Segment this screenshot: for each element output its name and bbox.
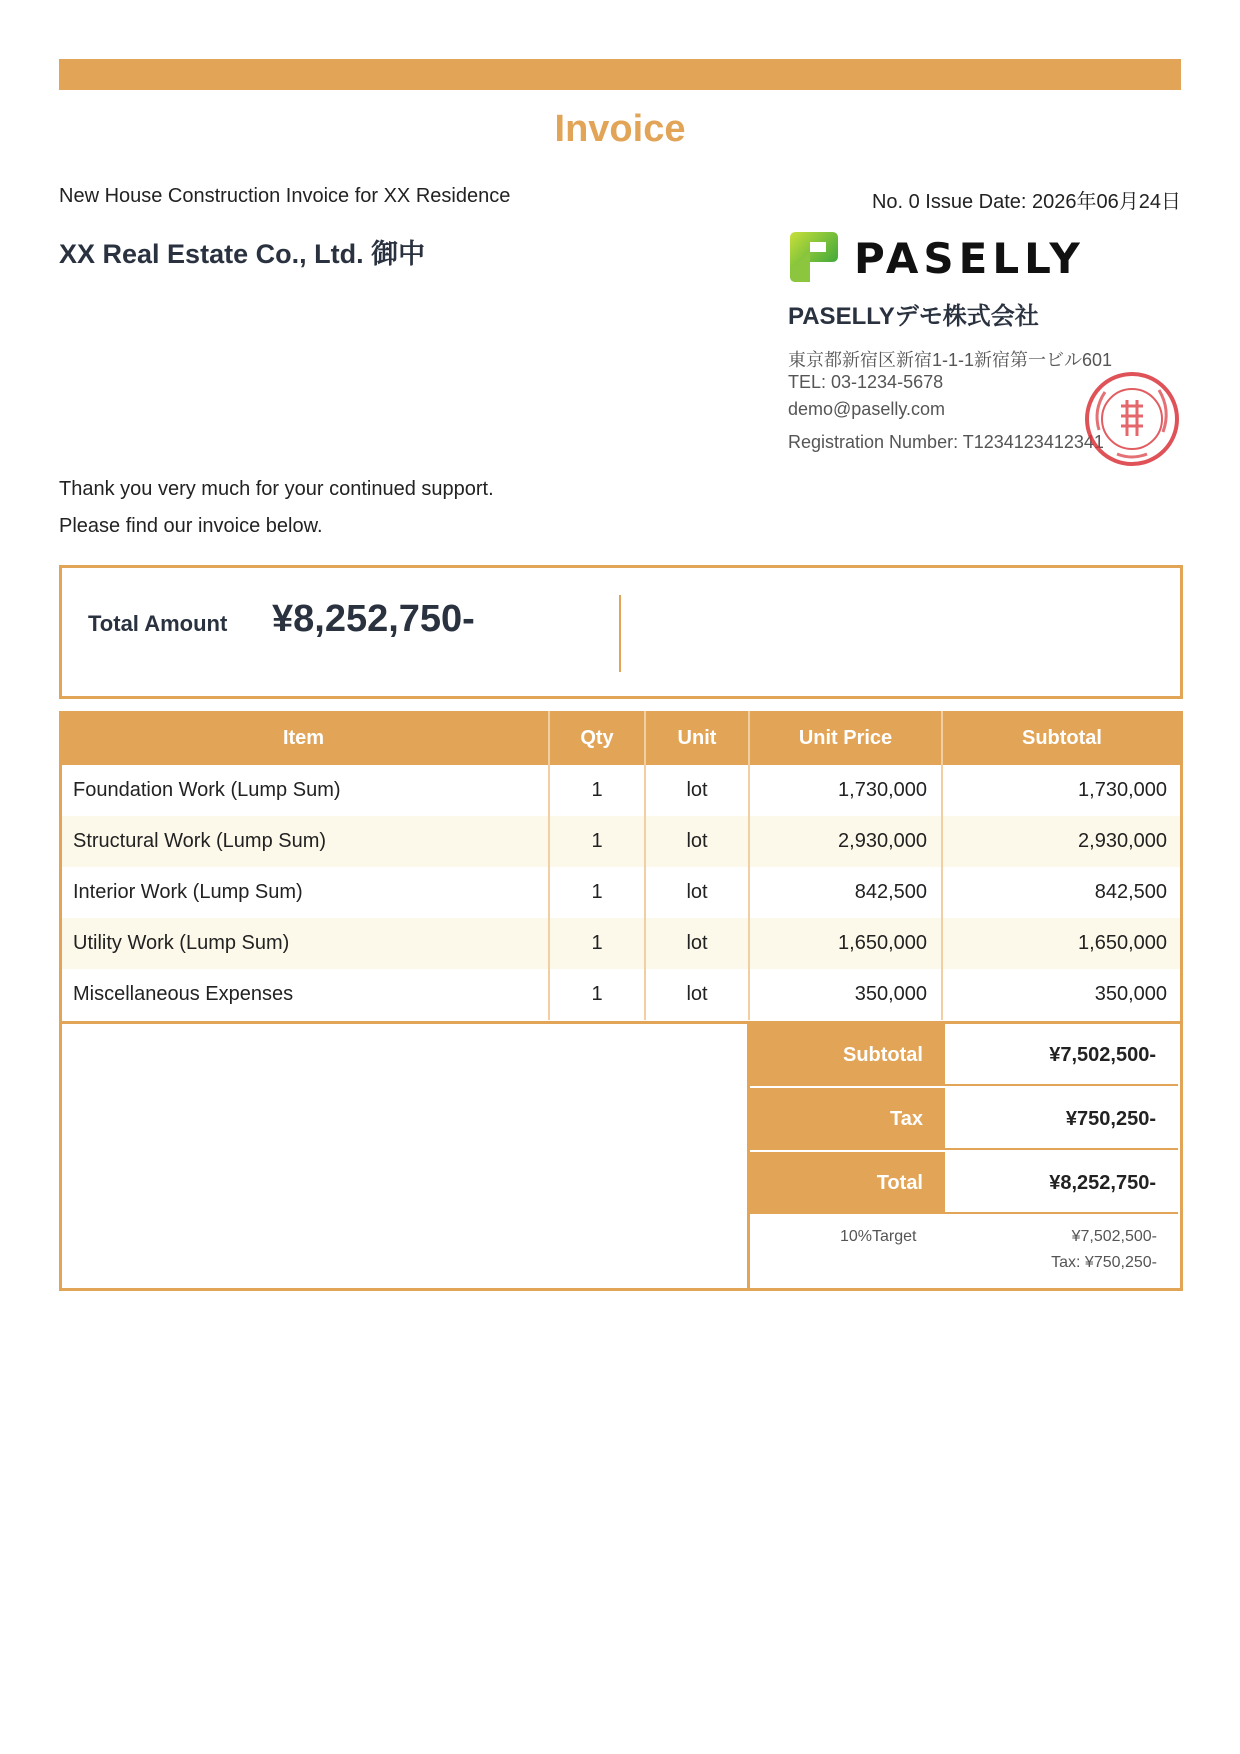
cell-unit-price: 842,500 xyxy=(749,867,942,918)
total-box-divider xyxy=(619,595,621,672)
tax-amount-detail: Tax: ¥750,250- xyxy=(1051,1254,1157,1271)
invoice-subject: New House Construction Invoice for XX Residence xyxy=(59,185,511,207)
issuer-address: 東京都新宿区新宿1-1-1新宿第一ビル601 xyxy=(788,350,1113,370)
column-header-unit: Unit xyxy=(645,711,749,765)
header-accent-bar xyxy=(59,59,1181,90)
greeting-line-2: Please find our invoice below. xyxy=(59,515,323,537)
cell-item: Interior Work (Lump Sum) xyxy=(73,881,303,903)
cell-qty: 1 xyxy=(549,918,645,969)
summary-tax-value: ¥750,250- xyxy=(945,1088,1178,1150)
cell-qty: 1 xyxy=(549,867,645,918)
document-title: Invoice xyxy=(554,108,686,150)
table-row xyxy=(59,816,1181,867)
cell-subtotal: 2,930,000 xyxy=(942,816,1181,867)
total-amount-box xyxy=(59,565,1183,699)
cell-unit: lot xyxy=(645,867,749,918)
cell-unit: lot xyxy=(645,816,749,867)
total-amount-label: Total Amount xyxy=(88,611,228,636)
issuer-company-name: PASELLYデモ株式会社 xyxy=(788,303,1039,330)
svg-text:PASELLY: PASELLY xyxy=(854,234,1080,283)
paselly-logo xyxy=(788,230,1080,284)
cell-item: Structural Work (Lump Sum) xyxy=(59,816,549,867)
cell-item: Utility Work (Lump Sum) xyxy=(59,918,549,969)
paselly-logo-icon xyxy=(788,230,1080,284)
column-header-qty: Qty xyxy=(549,711,645,765)
table-row xyxy=(59,765,1181,816)
cell-unit-price: 2,930,000 xyxy=(749,816,942,867)
cell-qty: 1 xyxy=(549,816,645,867)
summary-tax-label: Tax xyxy=(748,1088,945,1150)
cell-unit-price: 1,730,000 xyxy=(749,765,942,816)
tax-target-amount: ¥7,502,500- xyxy=(1071,1228,1157,1245)
table-row xyxy=(59,918,1181,969)
summary-subtotal-value: ¥7,502,500- xyxy=(945,1024,1178,1086)
cell-item: Foundation Work (Lump Sum) xyxy=(73,779,341,801)
table-row xyxy=(59,867,1181,918)
cell-unit-price: 350,000 xyxy=(749,969,942,1020)
table-header-row xyxy=(59,711,1181,765)
cell-unit: lot xyxy=(645,765,749,816)
column-header-item: Item xyxy=(59,711,549,765)
table-row xyxy=(59,969,1181,1020)
cell-subtotal: 842,500 xyxy=(942,867,1181,918)
company-seal xyxy=(1083,370,1181,468)
greeting-line-1: Thank you very much for your continued support. xyxy=(59,478,494,500)
cell-qty: 1 xyxy=(549,969,645,1020)
cell-unit-price: 1,650,000 xyxy=(749,918,942,969)
company-seal-stamp-icon xyxy=(1083,370,1181,468)
issuer-registration-number: Registration Number: T1234123412341 xyxy=(788,432,1104,452)
cell-subtotal: 350,000 xyxy=(942,969,1181,1020)
issuer-email: demo@paselly.com xyxy=(788,399,945,419)
tax-rate-target-label: 10%Target xyxy=(840,1228,917,1245)
column-header-subtotal: Subtotal xyxy=(942,711,1181,765)
cell-subtotal: 1,650,000 xyxy=(942,918,1181,969)
summary-subtotal-label: Subtotal xyxy=(748,1024,945,1086)
cell-unit: lot xyxy=(645,969,749,1020)
line-items-table xyxy=(59,711,1181,1020)
recipient-name: XX Real Estate Co., Ltd. 御中 xyxy=(59,239,426,269)
issuer-tel: TEL: 03-1234-5678 xyxy=(788,372,944,392)
summary-total-label: Total xyxy=(748,1152,945,1214)
cell-unit: lot xyxy=(645,918,749,969)
total-amount-value: ¥8,252,750- xyxy=(272,598,475,640)
cell-subtotal: 1,730,000 xyxy=(942,765,1181,816)
cell-item: Miscellaneous Expenses xyxy=(73,983,294,1005)
cell-qty: 1 xyxy=(549,765,645,816)
column-header-unit-price: Unit Price xyxy=(749,711,942,765)
issue-number-date: No. 0 Issue Date: 2026年06月24日 xyxy=(871,191,1181,213)
summary-total-value: ¥8,252,750- xyxy=(945,1152,1178,1214)
